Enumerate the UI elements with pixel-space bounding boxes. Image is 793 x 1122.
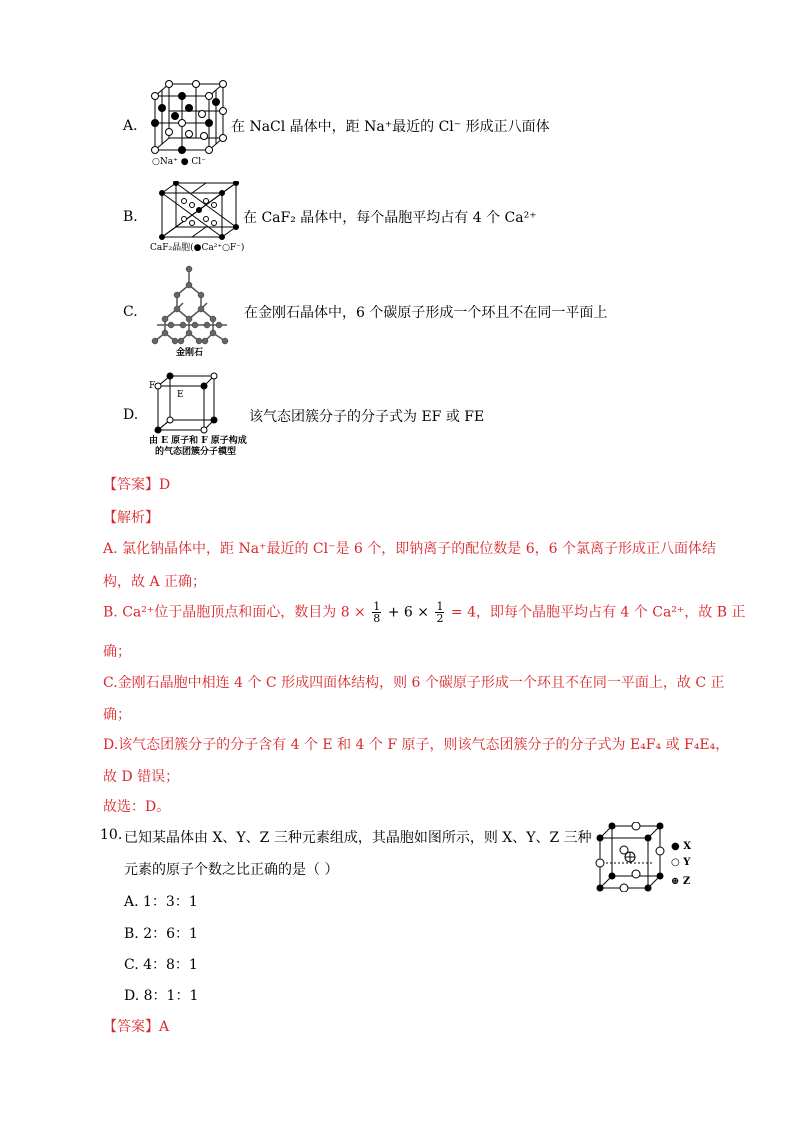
legend-y: ○ Y	[671, 857, 691, 868]
q10-line2: 元素的原子个数之比正确的是（ ）	[124, 862, 339, 878]
option-b-label: B.	[123, 209, 138, 225]
option-a-label: A.	[123, 118, 138, 134]
q10-choice-d[interactable]: D. 8：1：1	[124, 988, 199, 1004]
analysis-b-line1	[103, 601, 746, 624]
analysis-d-line2: 故 D 错误；	[103, 769, 180, 785]
fraction-1-den: 8	[373, 612, 381, 625]
fraction-one-half	[435, 601, 444, 624]
xyz-unit-cell-diagram	[592, 822, 666, 892]
option-d-label: D.	[123, 407, 139, 423]
option-d-caption-2: 的气态团簇分子模型	[155, 447, 237, 457]
analysis-b-mid: + 6 ×	[387, 604, 429, 621]
fraction-2-den: 2	[436, 612, 444, 625]
answer-1: 【答案】D	[103, 477, 171, 493]
legend-x: ● X	[671, 841, 691, 852]
analysis-a-line2: 构，故 A 正确；	[103, 574, 207, 590]
fraction-2-num: 1	[436, 600, 444, 613]
option-a-caption: ○Na⁺ ● Cl⁻	[152, 157, 206, 167]
analysis-b-pre: B. Ca²⁺位于晶胞顶点和面心，数目为 8 ×	[103, 604, 366, 621]
option-c-label: C.	[123, 304, 138, 320]
q10-line1: 已知某晶体由 X、Y、Z 三种元素组成，其晶胞如图所示，则 X、Y、Z 三种	[124, 830, 592, 846]
analysis-b-line2: 确；	[103, 644, 131, 660]
option-c-caption: 金刚石	[176, 348, 204, 358]
analysis-a-line1: A. 氯化钠晶体中，距 Na⁺最近的 Cl⁻是 6 个，即钠离子的配位数是 6，6 个氯离子形成正八面体结	[103, 541, 716, 557]
answer-2: 【答案】A	[103, 1019, 170, 1035]
option-d-text: 该气态团簇分子的分子式为 EF 或 FE	[249, 409, 485, 425]
diamond-crystal-diagram	[147, 265, 237, 347]
analysis-title: 【解析】	[103, 510, 159, 526]
cluster-molecule-diagram	[148, 372, 218, 434]
fraction-one-eighth	[372, 601, 381, 624]
q10-choice-c[interactable]: C. 4：8：1	[124, 957, 198, 973]
analysis-b-post: = 4，即每个晶胞平均占有 4 个 Ca²⁺，故 B 正	[450, 604, 746, 621]
nacl-crystal-diagram	[147, 78, 229, 158]
analysis-d-line1: D.该气态团簇分子的分子含有 4 个 E 和 4 个 F 原子，则该气态团簇分子的分子式为 E₄F₄ 或 F₄E₄，	[103, 737, 730, 753]
q10-choice-a[interactable]: A. 1：3：1	[124, 894, 198, 910]
fraction-1-num: 1	[373, 600, 381, 613]
option-b-caption: CaF₂晶胞(●Ca²⁺○F⁻)	[150, 243, 245, 253]
option-c-text: 在金刚石晶体中，6 个碳原子形成一个环且不在同一平面上	[244, 305, 608, 321]
analysis-conclusion: 故选：D。	[103, 799, 171, 815]
analysis-c-line2: 确；	[103, 707, 131, 723]
option-a-text: 在 NaCl 晶体中，距 Na⁺最近的 Cl⁻ 形成正八面体	[231, 119, 550, 135]
q10-number: 10.	[100, 827, 123, 843]
option-d-caption-1: 由 E 原子和 F 原子构成	[149, 436, 247, 446]
option-b-text: 在 CaF₂ 晶体中，每个晶胞平均占有 4 个 Ca²⁺	[243, 210, 537, 226]
caf2-crystal-diagram	[158, 181, 240, 241]
legend-z: ⊕ Z	[671, 876, 691, 887]
label-e: E	[177, 390, 184, 400]
q10-choice-b[interactable]: B. 2：6：1	[124, 926, 198, 942]
analysis-c-line1: C.金刚石晶胞中相连 4 个 C 形成四面体结构，则 6 个碳原子形成一个环且不在同一平面上，故 C 正	[103, 675, 725, 691]
label-f: F	[149, 381, 156, 391]
